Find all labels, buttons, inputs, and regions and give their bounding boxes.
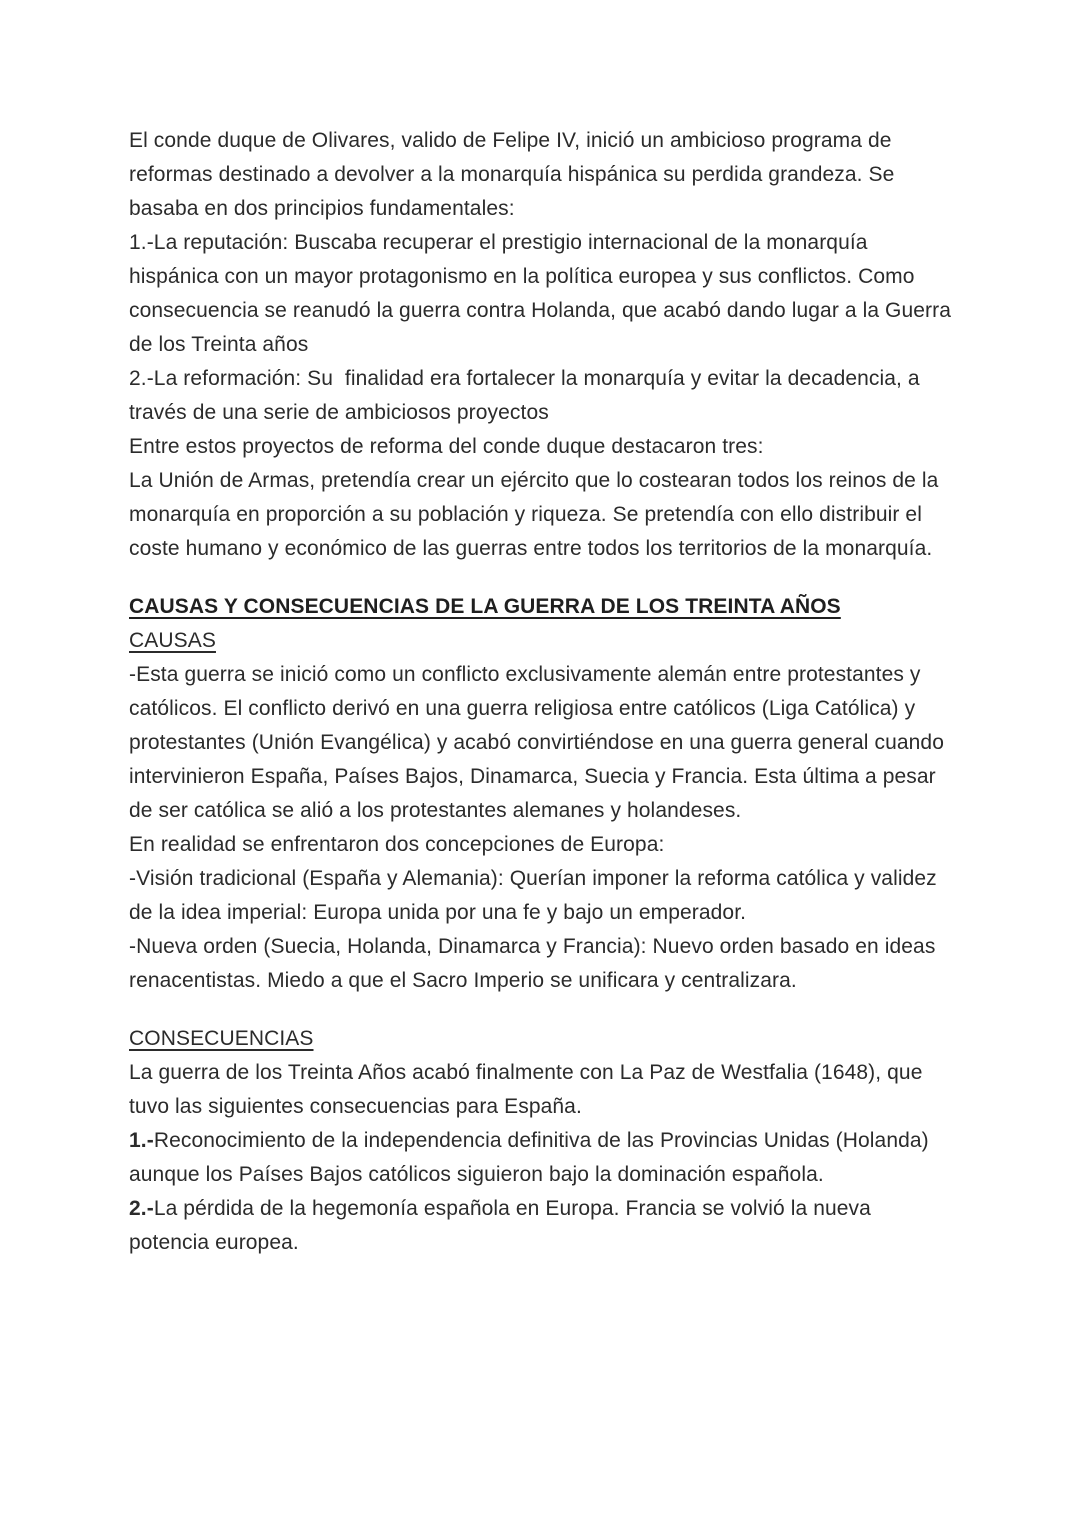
subsection-title-causas: CAUSAS [129, 629, 216, 652]
consequences-item-1-number: 1.- [129, 1129, 154, 1152]
document-content [129, 124, 957, 1260]
intro-paragraph-reformacion: 2.-La reformación: Su finalidad era fortalecer la monarquía y evitar la decadencia, a través de una serie de ambiciosos proyectos [129, 367, 926, 424]
causes-paragraph-conflicto: -Esta guerra se inició como un conflicto exclusivamente alemán entre protestantes y católicos. El conflicto derivó en una guerra religiosa entre católicos (Liga Católica) y protestantes (Unión Evangélica) y acabó convirtiéndose en una guerra general cuando intervinieron España, Países Bajos, Dinamarca, Suecia y Francia. Esta última a pesar de ser católica se alió a los protestantes alemanes y holandeses. [129, 663, 950, 822]
consequences-item-2-text: La pérdida de la hegemonía española en Europa. Francia se volvió la nueva potencia europea. [129, 1197, 877, 1254]
causes-paragraph-concepciones: En realidad se enfrentaron dos concepciones de Europa: [129, 833, 665, 856]
section-title-causas-y-consecuencias: CAUSAS Y CONSECUENCIAS DE LA GUERRA DE LOS TREINTA AÑOS [129, 595, 841, 618]
consequences-item-1 [129, 1124, 953, 1192]
consequences-item-2 [129, 1192, 953, 1260]
causes-paragraph-vision-tradicional: -Visión tradicional (España y Alemania): Querían imponer la reforma católica y validez de la idea imperial: Europa unida por una fe y bajo un emperador. [129, 867, 943, 924]
intro-paragraph-principles: El conde duque de Olivares, valido de Felipe IV, inició un ambicioso programa de reformas destinado a devolver a la monarquía hispánica su perdida grandeza. Se basaba en dos principios fundamentales: [129, 129, 901, 220]
causes-paragraph-nueva-orden: -Nueva orden (Suecia, Holanda, Dinamarca y Francia): Nuevo orden basado en ideas renacentistas. Miedo a que el Sacro Imperio se unificara y centralizara. [129, 935, 942, 992]
intro-paragraph-proyectos: Entre estos proyectos de reforma del conde duque destacaron tres: [129, 435, 764, 458]
consequences-item-2-number: 2.- [129, 1197, 154, 1220]
intro-paragraph-reputacion: 1.-La reputación: Buscaba recuperar el prestigio internacional de la monarquía hispánica con un mayor protagonismo en la política europea y sus conflictos. Como consecuencia se reanudó la guerra contra Holanda, que acabó dando lugar a la Guerra de los Treinta años [129, 231, 957, 356]
consequences-item-1-text: Reconocimiento de la independencia definitiva de las Provincias Unidas (Holanda) aunque los Países Bajos católicos siguieron bajo la dominación española. [129, 1129, 935, 1186]
consequences-paragraph-westfalia: La guerra de los Treinta Años acabó finalmente con La Paz de Westfalia (1648), que tuvo las siguientes consecuencias para España. [129, 1061, 929, 1118]
subsection-title-consecuencias: CONSECUENCIAS [129, 1027, 314, 1050]
intro-paragraph-union-de-armas: La Unión de Armas, pretendía crear un ejército que lo costearan todos los reinos de la monarquía en proporción a su población y riqueza. Se pretendía con ello distribuir el coste humano y económico de las guerras entre todos los territorios de la monarquía. [129, 469, 945, 560]
